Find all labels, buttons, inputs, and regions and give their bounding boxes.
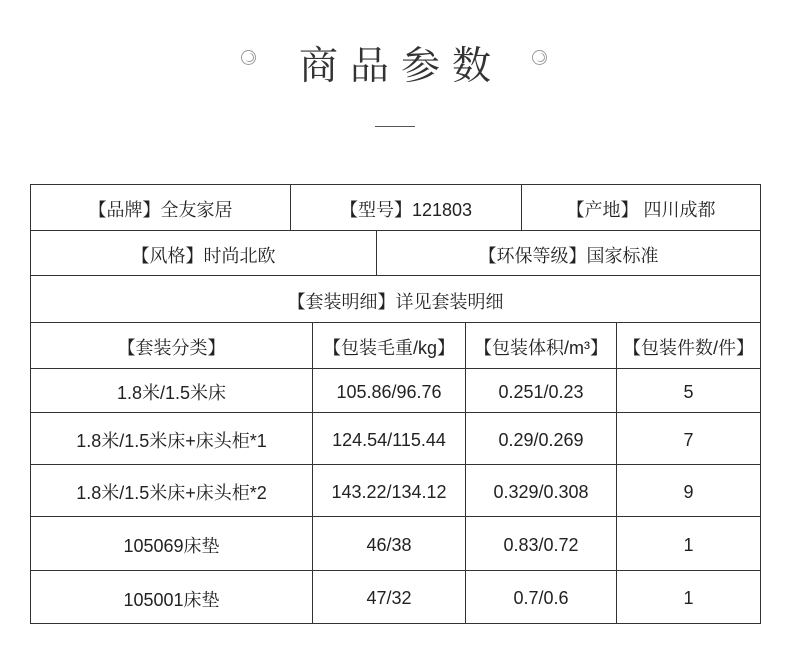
package-count-cell: 1	[617, 517, 761, 571]
spec-brand: 【品牌】全友家居	[31, 185, 291, 231]
set-category-cell: 105001床垫	[31, 571, 313, 624]
table-row	[31, 571, 761, 624]
volume-cell: 0.329/0.308	[466, 465, 617, 517]
title-underline	[375, 126, 415, 127]
set-category-cell: 1.8米/1.5米床	[31, 369, 313, 413]
gross-weight-cell: 46/38	[313, 517, 466, 571]
set-category-cell: 1.8米/1.5米床+床头柜*2	[31, 465, 313, 517]
volume-cell: 0.29/0.269	[466, 413, 617, 465]
gross-weight-cell: 105.86/96.76	[313, 369, 466, 413]
table-row	[31, 517, 761, 571]
spec-style: 【风格】时尚北欧	[31, 231, 377, 276]
spec-table	[30, 184, 761, 624]
spec-eco-grade: 【环保等级】国家标准	[377, 231, 761, 276]
set-category-cell: 105069床垫	[31, 517, 313, 571]
package-count-cell: 1	[617, 571, 761, 624]
package-count-cell: 7	[617, 413, 761, 465]
table-row	[31, 369, 761, 413]
header-gross-weight: 【包装毛重/kg】	[313, 323, 466, 369]
spec-row-basic	[31, 185, 761, 231]
header-set-category: 【套装分类】	[31, 323, 313, 369]
set-category-cell: 1.8米/1.5米床+床头柜*1	[31, 413, 313, 465]
spec-row-set-detail	[31, 276, 761, 323]
header-package-count: 【包装件数/件】	[617, 323, 761, 369]
spec-set-detail: 【套装明细】详见套装明细	[31, 276, 761, 323]
package-count-cell: 9	[617, 465, 761, 517]
volume-cell: 0.251/0.23	[466, 369, 617, 413]
package-count-cell: 5	[617, 369, 761, 413]
volume-cell: 0.83/0.72	[466, 517, 617, 571]
spec-model: 【型号】121803	[291, 185, 522, 231]
table-row	[31, 465, 761, 517]
spec-row-style	[31, 231, 761, 276]
table-row	[31, 413, 761, 465]
spec-origin: 【产地】 四川成都	[522, 185, 761, 231]
header-volume: 【包装体积/m³】	[466, 323, 617, 369]
circle-ornament-icon	[532, 50, 547, 65]
gross-weight-cell: 47/32	[313, 571, 466, 624]
volume-cell: 0.7/0.6	[466, 571, 617, 624]
page-title: 商品参数	[298, 45, 503, 88]
gross-weight-cell: 143.22/134.12	[313, 465, 466, 517]
package-table-header	[31, 323, 761, 369]
gross-weight-cell: 124.54/115.44	[313, 413, 466, 465]
